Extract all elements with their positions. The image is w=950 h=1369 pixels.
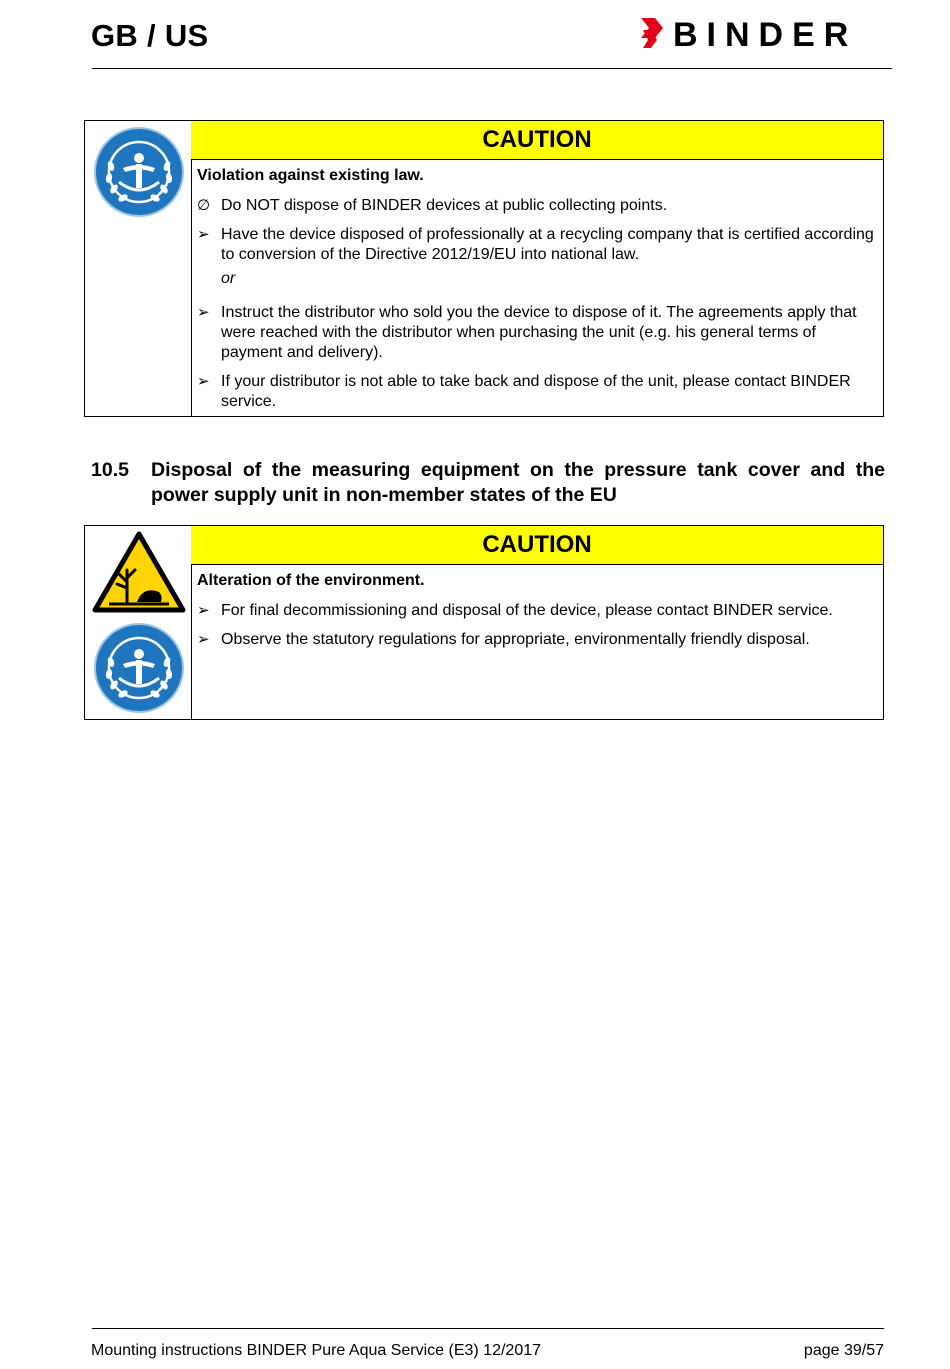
list-item-text: For final decommissioning and disposal of the device, please contact BINDER service.: [221, 602, 833, 619]
caution-lead: Violation against existing law.: [197, 167, 424, 184]
caution-body: [197, 571, 875, 659]
prohibit-marker: ∅: [197, 197, 211, 214]
list-item: [197, 303, 875, 363]
footer-rule: [92, 1328, 884, 1329]
header-rule: [92, 68, 892, 69]
section-number: 10.5: [91, 459, 129, 481]
icon-column: [85, 121, 192, 416]
caution-body: [197, 166, 875, 421]
environment-protection-icon: [93, 622, 185, 714]
caution-box-environment: [84, 525, 884, 720]
binder-logo: [641, 16, 887, 52]
binder-logo-mark: [641, 16, 887, 52]
arrow-marker: ➢: [197, 373, 210, 390]
arrow-marker: ➢: [197, 631, 210, 648]
icon-column: [85, 526, 192, 719]
list-item: [197, 196, 875, 216]
list-item: [197, 372, 875, 412]
list-item: [197, 225, 875, 265]
caution-label: CAUTION: [191, 526, 883, 565]
footer-page-number: page 39/57: [803, 1342, 884, 1359]
list-item-text: If your distributor is not able to take back and dispose of the unit, please contact BINDER service.: [221, 373, 851, 410]
list-item: [197, 630, 875, 650]
svg-text:BINDER: BINDER: [673, 16, 858, 52]
list-item-text: Have the device disposed of professionally at a recycling company that is certified according to conversion of the Directive 2012/19/EU into national law.: [221, 226, 874, 263]
section-title: Disposal of the measuring equipment on the pressure tank cover and the power supply unit in non-member states of the EU: [151, 459, 885, 506]
environment-protection-icon: [93, 126, 185, 218]
list-item-text: Do NOT dispose of BINDER devices at public collecting points.: [221, 197, 668, 214]
list-item: [197, 601, 875, 621]
or-text: or: [221, 270, 236, 287]
language-title: GB / US: [91, 18, 209, 53]
arrow-marker: ➢: [197, 226, 210, 243]
caution-label: CAUTION: [191, 121, 883, 160]
environmental-hazard-warning-icon: [91, 530, 187, 614]
list-item-text: Observe the statutory regulations for appropriate, environmentally friendly disposal.: [221, 631, 810, 648]
caution-box-law: [84, 120, 884, 417]
caution-lead: Alteration of the environment.: [197, 572, 425, 589]
footer-document-title: Mounting instructions BINDER Pure Aqua Service (E3) 12/2017: [91, 1342, 542, 1359]
arrow-marker: ➢: [197, 602, 210, 619]
list-item-text: Instruct the distributor who sold you the device to dispose of it. The agreements apply that were reached with the distributor when purchasing the unit (e.g. his general terms of payment and delivery).: [221, 304, 857, 361]
arrow-marker: ➢: [197, 304, 210, 321]
